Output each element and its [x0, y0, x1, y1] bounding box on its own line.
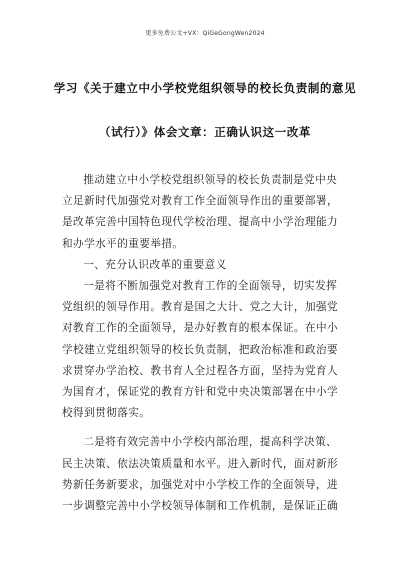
document-title-line-2: （试行）》体会文章：正确认识这一改革 [98, 125, 312, 139]
header-note: 更多免费公文+VX：QiGeGongWen2024 [145, 30, 265, 37]
document-title-line-1: 学习《关于建立中小学校党组织领导的校长负责制的意见 [53, 81, 357, 95]
paragraph-intro: 推动建立中小学校党组织领导的校长负责制是党中央 立足新时代加强党对教育工作全面领导作出的重要部署， 是改革完善中国特色现代学校治理、提高中小学治理能力 和办学水平的重要举措。 [62, 174, 339, 250]
paragraph-point-two: 二是将有效完善中小学校内部治理，提高科学决策、 民主决策、依法决策质量和水平。进入新时代，面对新形 势新任务新要求，加强党对中小学校工作的全面领导，进 一步调整完善中小学校领导体制和工作机制，是保证正确 [62, 436, 339, 513]
section-heading: 一、充分认识改革的重要意义 [83, 258, 227, 271]
document-body [62, 170, 352, 517]
paragraph-point-one: 一是将不断加强党对教育工作的全面领导，切实发挥 党组织的领导作用。教育是国之大计、党之大计，加强党 对教育工作的全面领导，是办好教育的根本保证。在中小 学校建立党组织领导的校长负责制，把政治标准和政治要 求贯穿办学治校、教书育人全过程各方面，坚持为党育人 为国育才，保证党的教育方针和党中央决策部署在中小学 校得到贯彻落实。 [62, 280, 339, 420]
